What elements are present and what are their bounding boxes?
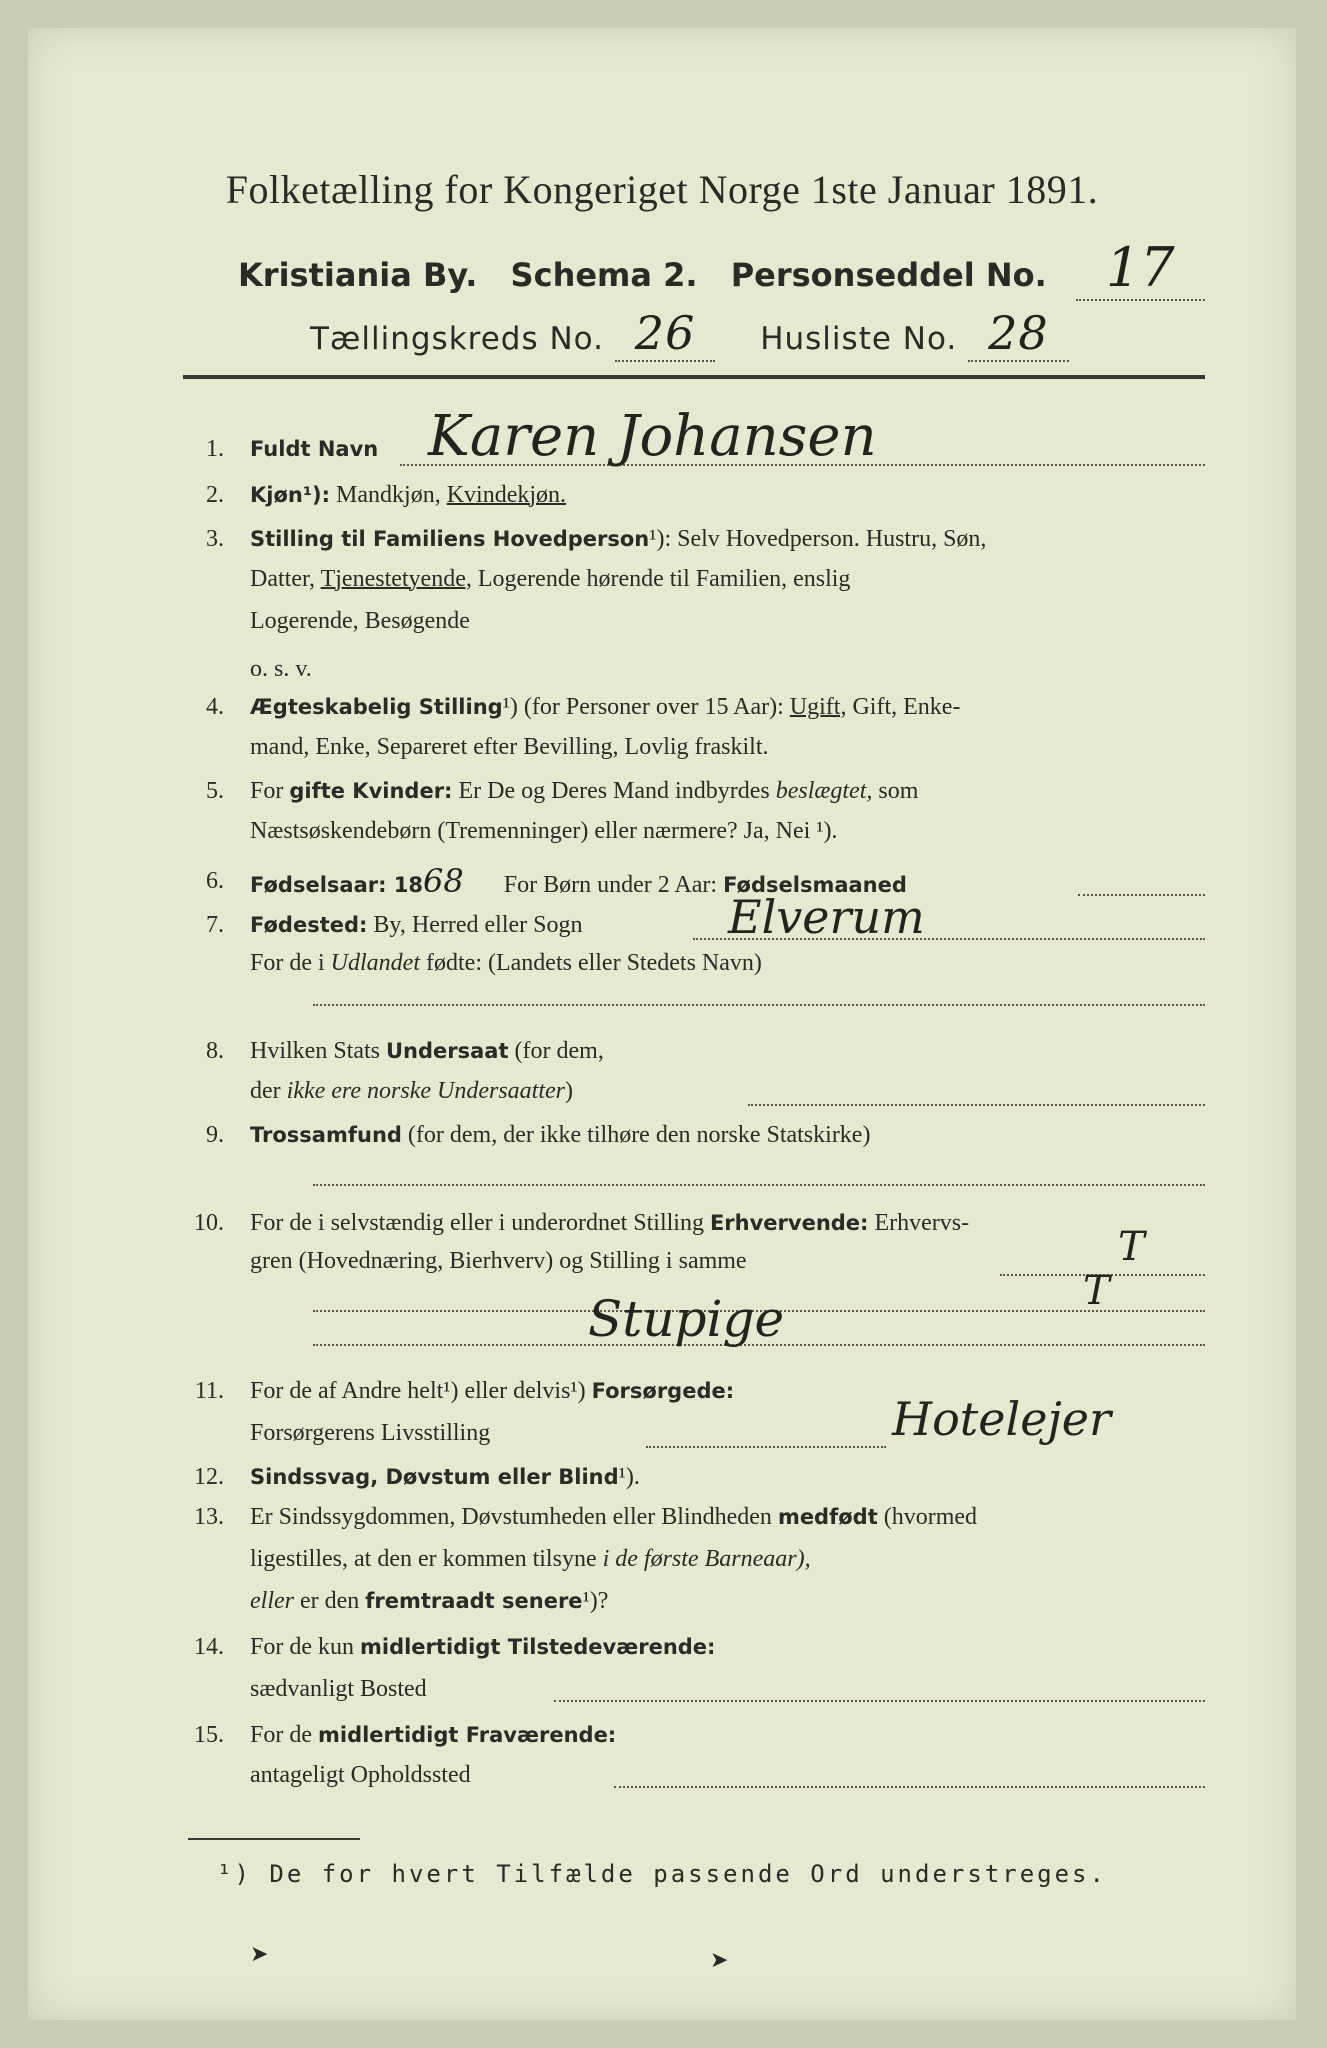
occupation-mark-1: T [1118, 1224, 1145, 1270]
field-label: Trossamfund [250, 1123, 402, 1147]
field-text: For de [250, 1722, 312, 1748]
field-label: Sindssvag, Døvstum eller Blind [250, 1465, 619, 1489]
field-text: By, Herred eller Sogn [373, 912, 583, 938]
field-label: Undersaat [386, 1039, 509, 1063]
field-text: Er De og Deres Mand indbyrdes [458, 778, 770, 804]
field-text: ¹) (for Personer over 15 Aar): [502, 694, 784, 720]
field-number: 6. [206, 868, 224, 894]
form-subtitle-schema [238, 236, 1205, 299]
field-text: fødte: (Landets eller Stedets Navn) [426, 950, 762, 976]
option-selected: Ugift, [789, 694, 847, 720]
field-label: Ægteskabelig Stilling [250, 695, 503, 719]
foreign-birthplace-dotted-line [313, 1004, 1205, 1006]
field-text: For [250, 778, 284, 804]
field-number: 11. [194, 1378, 224, 1404]
field-label: Stilling til Familiens Hovedperson [250, 527, 650, 551]
field-label: Erhvervende: [709, 1211, 869, 1235]
field-text: som [878, 778, 919, 804]
field-text: Hvilken Stats [250, 1038, 380, 1064]
schema-label: Schema 2. [510, 256, 698, 294]
field-label: medfødt [777, 1505, 878, 1529]
field-text: gren (Hovednæring, Bierhverv) og Stilling i samme [250, 1248, 747, 1274]
provider-dotted-line [646, 1446, 886, 1448]
field-text: For Børn under 2 Aar: [503, 872, 718, 898]
field-label: fremtraadt senere [365, 1589, 583, 1613]
field-text: i de første Barneaar), [602, 1546, 811, 1572]
field-label: Fødselsmaaned [723, 873, 907, 897]
whereabouts-dotted-line [614, 1786, 1205, 1788]
field-label: Fødselsaar: 18 [250, 873, 424, 897]
field-number: 1. [206, 436, 224, 462]
option-text: Logerende hørende til Familien, enslig [477, 566, 851, 592]
field-text: For de kun [250, 1634, 354, 1660]
field-text: (for dem, [514, 1038, 604, 1064]
field-number: 14. [194, 1634, 224, 1660]
field-label: Forsørgede: [591, 1379, 735, 1403]
field-options: ¹): Selv Hovedperson. Hustru, Søn, [649, 526, 987, 552]
field-text: sædvanligt Bosted [250, 1676, 427, 1702]
gender-option-male: Mandkjøn, [336, 482, 441, 508]
census-form-sheet: Folketælling for Kongeriget Norge 1ste Januar 1891. Kristiania By. Schema 2. Personseddel No. 17 Tællingskreds No. 26 Husliste No. 28 1. Fuldt Navn Karen Johansen 2. Kjøn¹): Mandkjøn, Kvindekjøn. 3. Stilling til Familiens Hovedperson¹): Selv Hovedperson. Hustru, Søn, Datter, Tjenestetyende, Logerende hørende til Familien, enslig Logerende, Besøgende o. s. v. 4. Ægteskabelig Stilling¹) (for Personer over 15 Aar): Ugift, Gift, Enke- mand, Enke, Separeret efter Bevilling, Lovlig fraskilt. 5. For gifte Kvinder: Er De og Deres Mand indbyrdes beslægtet, som Næstsøskendebørn (Tremenninger) eller nærmere? Ja, Nei ¹). 6. Fødselsaar: 1868 For Børn under 2 Aar: Fødselsmaaned 7. Fødested: By, Herred eller Sogn Elverum For de i Udlandet fødte: (Landets eller Stedets Navn) 8. Hvilken Stats Undersaat (for dem, der ikke ere norske Undersaatter) 9. Trossamfund (for dem, der ikke tilhøre den norske Statskirke) 10. For de i selvstændig eller i underordnet Stilling Erhvervende: Erhvervs- gren (Hovednæring, Bierhverv) og Stilling i samme T T Stupige 11. For de af Andre helt¹) eller delvis¹) Forsørgede: Forsørgerens Livsstilling Hotelejer 12. Sindssvag, Døvstum eller Blind¹). 13. Er Sindssygdommen, Døvstumheden eller Blindheden medfødt (hvormed ligestilles, at den er kommen tilsyne i de første Barneaar), eller er den fremtraadt senere¹)? 14. For de kun midlertidigt Tilstedeværende: sædvanligt Bosted 15. For de midlertidigt Fraværende: antageligt Opholdssted ¹) De for hvert Tilfælde passende Ord understreges. ➤ ➤ [28, 28, 1296, 2020]
nationality-dotted-line [748, 1104, 1205, 1106]
field-number: 13. [194, 1504, 224, 1530]
field-text: er den [299, 1588, 360, 1614]
option-text: Datter, [250, 566, 316, 592]
header-divider [183, 375, 1205, 379]
form-subtitle-kreds [310, 306, 1069, 360]
footnote: ¹) De for hvert Tilfælde passende Ord understreges. [217, 1860, 1107, 1888]
field-text: Forsørgerens Livsstilling [250, 1420, 491, 1446]
margin-mark-left: ➤ [250, 1942, 269, 1967]
field-text: For de i selvstændig eller i underordnet Stilling [250, 1210, 704, 1236]
field-text: For de af Andre helt¹) eller delvis¹) [250, 1378, 586, 1404]
personseddel-label: Personseddel No. [730, 256, 1047, 294]
field-text: For de i [250, 950, 325, 976]
kreds-number: 26 [615, 306, 716, 362]
field-text: Erhvervs- [874, 1210, 970, 1236]
husliste-label: Husliste No. [760, 321, 958, 357]
option-selected: Tjenestetyende, [320, 566, 472, 592]
field-number: 5. [206, 778, 224, 804]
provider-occupation-value: Hotelejer [892, 1392, 1111, 1446]
field-number: 3. [206, 526, 224, 552]
field-label: Kjøn¹): [250, 483, 331, 507]
field-label: midlertidigt Tilstedeværende: [360, 1635, 716, 1659]
field-number: 8. [206, 1038, 224, 1064]
personseddel-number: 17 [1076, 236, 1205, 301]
field-label: Fuldt Navn [250, 437, 379, 461]
field-label: gifte Kvinder: [289, 779, 453, 803]
field-text: antageligt Opholdssted [250, 1762, 471, 1788]
field-number: 15. [194, 1722, 224, 1748]
field-text: ¹). [618, 1464, 640, 1490]
margin-mark-center: ➤ [710, 1948, 729, 1973]
field-number: 12. [194, 1464, 224, 1490]
field-number: 4. [206, 694, 224, 720]
birthplace-value: Elverum [728, 890, 925, 944]
full-name-value: Karen Johansen [428, 404, 877, 469]
occupation-mark-2: T [1083, 1268, 1110, 1314]
city-label: Kristiania By. [238, 256, 478, 294]
field-label: midlertidigt Fraværende: [318, 1723, 617, 1747]
field-text: Er Sindssygdommen, Døvstumheden eller Blindheden [250, 1504, 772, 1530]
kreds-label: Tællingskreds No. [310, 321, 604, 357]
field-text: ikke ere norske Undersaatter [286, 1078, 566, 1104]
field-text: Udlandet [330, 950, 420, 976]
form-title: Folketælling for Kongeriget Norge 1ste Januar 1891. [225, 167, 1099, 212]
field-number: 9. [206, 1122, 224, 1148]
field-text: der [250, 1078, 281, 1104]
option-text: Logerende, Besøgende [250, 608, 470, 634]
field-label: Fødested: [250, 913, 368, 937]
field-number: 7. [206, 912, 224, 938]
field-text: (hvormed [883, 1504, 978, 1530]
field-number: 10. [194, 1210, 224, 1236]
occupation-value: Stupige [588, 1290, 785, 1348]
birth-year-value: 68 [423, 862, 464, 900]
religion-dotted-line [313, 1184, 1205, 1186]
field-number: 2. [206, 482, 224, 508]
field-text: mand, Enke, Separeret efter Bevilling, Lovlig fraskilt. [250, 734, 769, 760]
field-text: (for dem, der ikke tilhøre den norske Statskirke) [407, 1122, 871, 1148]
field-text: Gift, Enke- [852, 694, 961, 720]
field-text: ligestilles, at den er kommen tilsyne [250, 1546, 597, 1572]
field-text: Næstsøskendebørn (Tremenninger) eller nærmere? Ja, Nei ¹). [250, 818, 838, 844]
field-text: ¹)? [582, 1588, 609, 1614]
birth-month-dotted-line [1078, 894, 1205, 896]
footnote-divider [188, 1838, 360, 1840]
gender-option-female: Kvindekjøn. [446, 482, 567, 508]
field-text: beslægtet, [775, 778, 873, 804]
option-text: o. s. v. [250, 656, 312, 682]
husliste-number: 28 [968, 306, 1069, 362]
field-text: eller [250, 1588, 294, 1614]
residence-dotted-line [554, 1700, 1205, 1702]
